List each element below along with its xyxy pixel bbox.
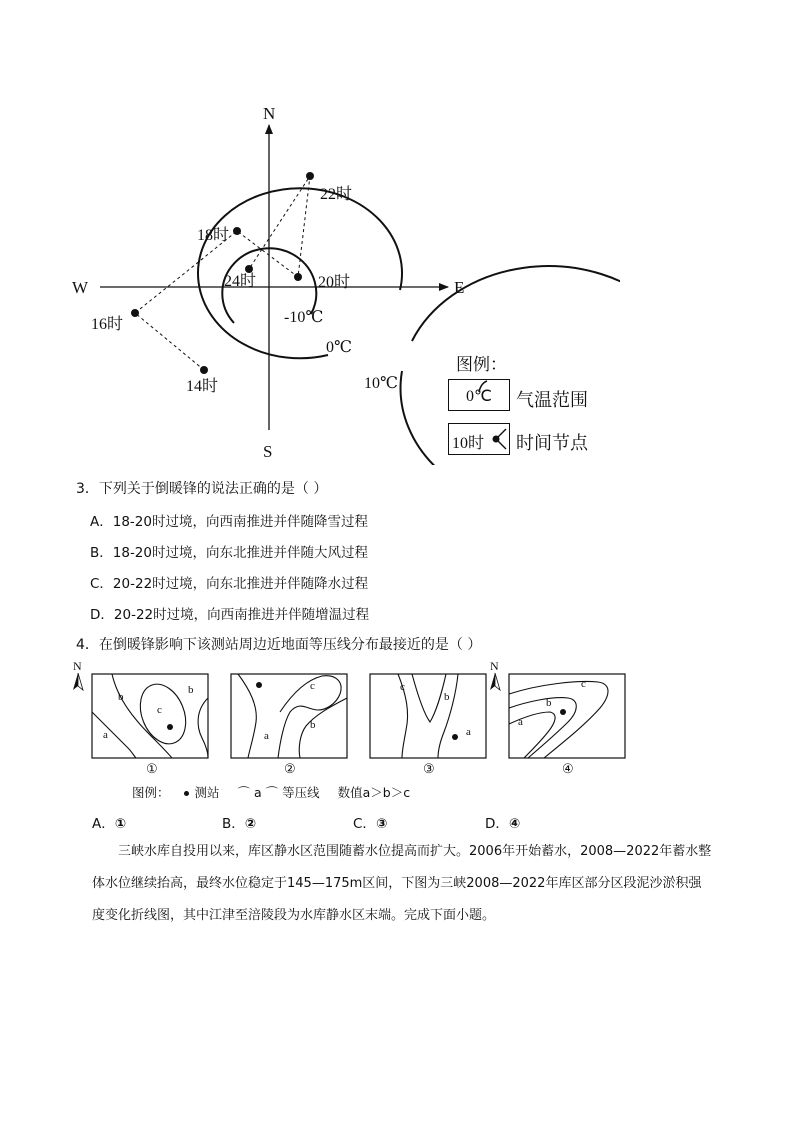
svg-text:c: c — [310, 680, 315, 692]
time-node-sample-icon — [491, 427, 509, 451]
time-point-18 — [233, 227, 241, 235]
legend-temp-box — [448, 379, 510, 411]
figure1-legend — [446, 350, 616, 458]
time-point-20 — [294, 273, 302, 281]
time-label-18: 18时 — [197, 227, 230, 244]
isobar-panel-1 — [92, 674, 208, 758]
isobar-dash-icon: ⌒ — [265, 785, 279, 800]
svg-text:b: b — [188, 684, 194, 696]
svg-text:c: c — [581, 678, 586, 690]
question-3-option-c[interactable]: C．20-22时过境，向东北推进并伴随降水过程 — [90, 576, 369, 592]
legend-temp-desc: 气温范围 — [516, 390, 588, 411]
time-point-24 — [245, 265, 253, 273]
west-label: W — [72, 278, 89, 297]
isotherm-label-0: 0℃ — [326, 339, 352, 356]
time-point-22 — [306, 172, 314, 180]
isotherm-label-10: 10℃ — [364, 375, 398, 392]
legend-values: 数值a＞b＞c — [337, 785, 411, 800]
svg-text:a: a — [264, 730, 269, 742]
time-label-24: 24时 — [224, 273, 257, 290]
question-4-option-c[interactable]: C．③ — [353, 816, 388, 832]
panel-number-2: ② — [284, 761, 296, 776]
panel-number-3: ③ — [423, 761, 435, 776]
question-4-stem: 4．在倒暖锋影响下该测站周边近地面等压线分布最接近的是（ ） — [76, 637, 482, 653]
question-3-stem: 3．下列关于倒暖锋的说法正确的是（ ） — [76, 481, 328, 497]
svg-text:a: a — [103, 729, 108, 741]
svg-text:b: b — [444, 691, 450, 703]
time-label-20: 20时 — [318, 274, 351, 291]
isobar-panel-4 — [509, 674, 625, 758]
isobar-panels — [66, 656, 646, 778]
svg-text:b: b — [546, 697, 552, 709]
panel-number-4: ④ — [562, 761, 574, 776]
isotherm-label-minus10: -10℃ — [284, 309, 324, 326]
time-label-22: 22时 — [320, 186, 353, 203]
legend-prefix: 图例： — [132, 785, 170, 800]
svg-text:a: a — [466, 726, 471, 738]
station-dot-icon — [184, 791, 189, 796]
question-3-option-d[interactable]: D．20-22时过境，向西南推进并伴随增温过程 — [90, 607, 370, 623]
legend-temp-sample: 0℃ — [466, 388, 492, 405]
east-label: E — [454, 278, 465, 297]
legend-isobar-letter: a — [253, 785, 262, 800]
legend-title: 图例： — [456, 355, 507, 375]
isobar-panel-2 — [231, 674, 347, 758]
svg-text:b: b — [310, 719, 316, 731]
svg-text:a: a — [518, 716, 523, 728]
isobar-sample-icon: ⌒ — [237, 785, 250, 800]
time-label-16: 16时 — [91, 316, 124, 333]
isobar-panel-3 — [370, 674, 486, 758]
question-4-option-b[interactable]: B．② — [222, 816, 257, 832]
south-label: S — [263, 442, 273, 461]
legend-isobar: 等压线 — [282, 785, 320, 800]
question-3-option-a[interactable]: A．18-20时过境，向西南推进并伴随降雪过程 — [90, 514, 368, 530]
isobar-legend — [132, 783, 410, 801]
north-label: N — [263, 104, 276, 123]
time-point-14 — [200, 366, 208, 374]
time-label-14: 14时 — [186, 378, 219, 395]
legend-time-desc: 时间节点 — [516, 433, 588, 454]
question-4-option-d[interactable]: D．④ — [485, 816, 521, 832]
svg-text:c: c — [157, 704, 162, 716]
passage-text: 三峡水库自投用以来，库区静水区范围随蓄水位提高而扩大。2006年开始蓄水，2008—2022年蓄水整体水位继续抬高，最终水位稳定于145—175m区间，下图为三峡2008—2022年库区部分区段泥沙淤积强度变化折线图，其中江津至涪陵段为水库静水区末端。完成下面小题。 — [92, 844, 712, 923]
legend-time-sample: 10时 — [452, 435, 485, 452]
station-time-track — [135, 176, 310, 370]
svg-text:N: N — [490, 659, 499, 673]
svg-text:c: c — [400, 681, 405, 693]
question-4-option-a[interactable]: A．① — [92, 816, 127, 832]
panel-number-1: ① — [146, 761, 158, 776]
svg-text:N: N — [73, 659, 82, 673]
time-point-16 — [131, 309, 139, 317]
svg-text:b: b — [118, 691, 124, 703]
reading-passage — [92, 836, 712, 932]
north-arrow-4 — [490, 659, 500, 690]
question-3-option-b[interactable]: B．18-20时过境，向东北推进并伴随大风过程 — [90, 545, 368, 561]
legend-time-box — [448, 423, 510, 455]
legend-station: 测站 — [194, 785, 220, 800]
north-arrow-1 — [73, 659, 83, 690]
